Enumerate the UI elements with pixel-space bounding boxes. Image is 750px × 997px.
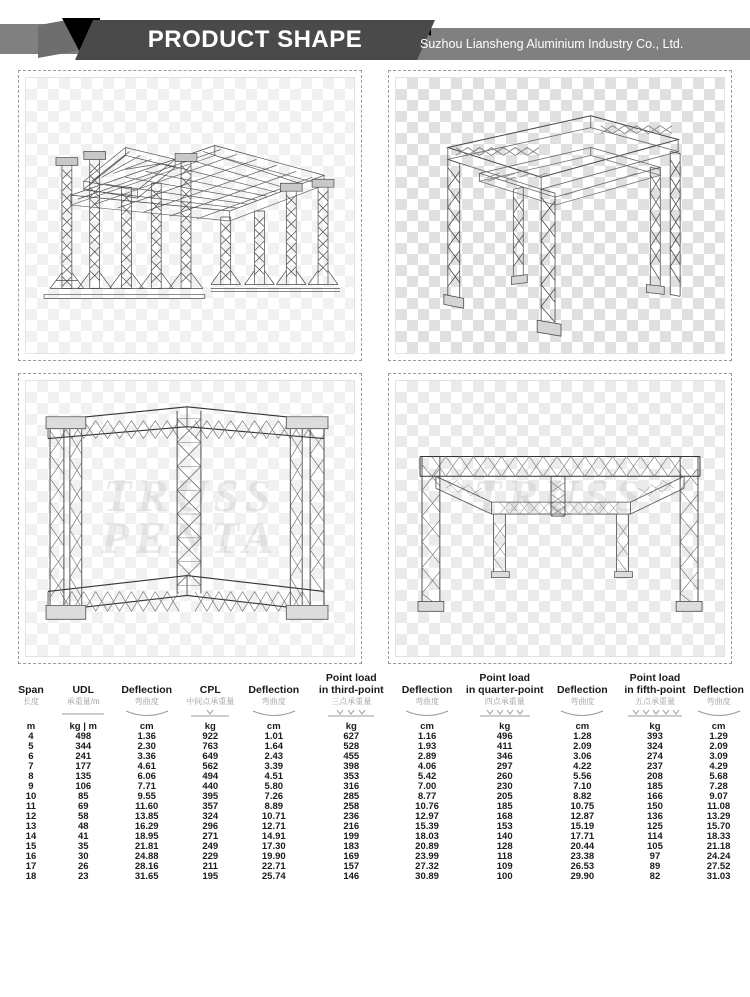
trade-show-booth-truss-image — [395, 380, 725, 657]
table-row — [6, 792, 744, 802]
table-cell: 8.89 — [264, 800, 284, 812]
table-row — [6, 782, 744, 792]
table-cell: 1.29 — [709, 731, 728, 743]
col-subheader-udl: 承重量/m — [66, 697, 100, 707]
table-row — [6, 802, 744, 812]
table-cell: 185 — [496, 800, 513, 812]
col-subheader-point-load-fifth: 五点承重量 — [634, 697, 675, 707]
table-cell: 136 — [647, 810, 663, 822]
table-cell: 5.68 — [709, 771, 728, 782]
table-cell: 15.19 — [570, 820, 595, 832]
table-cell: 153 — [496, 820, 513, 832]
page-header — [0, 0, 750, 70]
table-row — [6, 812, 744, 822]
col-unit-span: m — [26, 721, 36, 733]
table-cell: 13.29 — [706, 810, 731, 822]
table-cell: 168 — [496, 810, 513, 822]
table-cell: 7.00 — [417, 780, 437, 792]
deflection-curve-icon — [111, 707, 183, 721]
col-header-span: Span — [18, 684, 44, 697]
col-unit-deflection-4: cm — [575, 721, 590, 733]
col-unit-point-load-third: kg — [345, 721, 357, 733]
table-cell: 58 — [77, 810, 89, 822]
cpl-single-arrow-icon — [183, 707, 238, 721]
col-subheader-point-load-quarter: 四点承重量 — [484, 697, 525, 707]
table-row — [6, 732, 744, 742]
table-cell: 2.89 — [417, 751, 437, 763]
table-cell: 15.70 — [706, 820, 731, 832]
table-cell: 9.07 — [709, 790, 728, 802]
table-cell: 28.16 — [134, 860, 159, 872]
table-cell: 5 — [28, 741, 34, 753]
table-cell: 296 — [202, 820, 219, 832]
table-cell: 30.89 — [415, 870, 439, 882]
table-cell: 2.09 — [709, 741, 728, 753]
col-unit-deflection-1: cm — [139, 721, 154, 733]
table-body — [6, 732, 744, 882]
table-header-row-icons — [6, 707, 744, 721]
table-cell: 230 — [496, 780, 513, 792]
col-subheader-deflection-1: 弯曲度 — [134, 697, 159, 707]
table-cell: 12.71 — [261, 820, 286, 832]
table-cell: 26 — [77, 860, 89, 872]
table-cell: 146 — [343, 870, 360, 882]
table-cell: 398 — [343, 761, 360, 773]
table-cell: 16.29 — [134, 820, 159, 832]
table-row — [6, 822, 744, 832]
table-cell: 3.39 — [264, 761, 284, 773]
table-cell: 31.03 — [706, 870, 731, 882]
deflection-curve-icon — [393, 707, 462, 721]
table-cell: 236 — [343, 810, 360, 822]
table-header-row-cn — [6, 696, 744, 707]
table-cell: 627 — [343, 731, 360, 743]
table-cell: 24.88 — [134, 850, 159, 862]
table-cell: 21.18 — [706, 840, 731, 852]
table-cell: 4.22 — [573, 761, 592, 773]
product-panel-box-truss[interactable] — [388, 70, 732, 361]
col-unit-point-load-quarter: kg — [499, 721, 511, 733]
table-row — [6, 752, 744, 762]
table-cell: 11 — [25, 800, 36, 812]
table-cell: 241 — [75, 751, 92, 763]
table-cell: 6 — [28, 751, 34, 763]
table-cell: 23.99 — [415, 850, 439, 862]
table-cell: 10.75 — [570, 800, 595, 812]
table-cell: 16 — [25, 850, 37, 862]
table-cell: 1.36 — [137, 731, 156, 743]
col-subheader-deflection-3: 弯曲度 — [415, 697, 440, 707]
table-cell: 17 — [25, 860, 37, 872]
table-cell: 1.93 — [417, 741, 437, 753]
col-unit-deflection-2: cm — [266, 721, 281, 733]
col-unit-cpl: kg — [204, 721, 216, 733]
table-cell: 395 — [202, 790, 219, 802]
table-cell: 15 — [25, 840, 37, 852]
table-cell: 106 — [75, 780, 92, 792]
table-cell: 316 — [343, 780, 360, 792]
table-cell: 85 — [77, 790, 89, 802]
table-cell: 9 — [28, 780, 34, 792]
table-cell: 5.42 — [417, 771, 437, 782]
col-unit-udl: kg | m — [69, 721, 97, 733]
table-cell: 12 — [25, 810, 37, 822]
table-cell: 7.71 — [137, 780, 156, 792]
four-point-arrows-icon — [461, 707, 547, 721]
col-subheader-deflection-4: 弯曲度 — [570, 697, 595, 707]
table-cell: 211 — [202, 860, 218, 872]
table-cell: 128 — [496, 840, 513, 852]
table-cell: 11.08 — [706, 800, 731, 812]
company-name: Suzhou Liansheng Aluminium Industry Co., Ltd. — [420, 37, 684, 51]
table-cell: 14.91 — [261, 830, 286, 842]
table-cell: 562 — [202, 761, 219, 773]
table-cell: 324 — [647, 741, 663, 753]
col-header-deflection-5: Deflection — [693, 684, 744, 697]
col-header-udl: UDL — [72, 684, 95, 697]
table-cell: 26.53 — [570, 860, 595, 872]
table-cell: 258 — [343, 800, 360, 812]
table-cell: 3.09 — [709, 751, 728, 763]
table-cell: 4.51 — [264, 771, 284, 782]
table-cell: 763 — [202, 741, 219, 753]
table-cell: 118 — [497, 850, 513, 862]
table-cell: 2.09 — [573, 741, 592, 753]
table-cell: 18.03 — [415, 830, 439, 842]
product-panel-corner-truss[interactable] — [18, 373, 362, 664]
table-cell: 109 — [496, 860, 513, 872]
table-cell: 528 — [343, 741, 360, 753]
table-cell: 31.65 — [134, 870, 159, 882]
product-panel-roof-truss[interactable] — [18, 70, 362, 361]
table-cell: 6.06 — [137, 771, 156, 782]
table-cell: 27.52 — [706, 860, 731, 872]
udl-line-icon — [56, 707, 111, 721]
table-cell: 496 — [496, 731, 513, 743]
table-cell: 23.38 — [570, 850, 595, 862]
col-unit-deflection-3: cm — [420, 721, 434, 733]
table-cell: 229 — [202, 850, 219, 862]
table-cell: 249 — [202, 840, 219, 852]
col-subheader-deflection-5: 弯曲度 — [706, 697, 731, 707]
table-cell: 29.90 — [570, 870, 595, 882]
table-cell: 7.26 — [264, 790, 284, 802]
table-cell: 41 — [77, 830, 89, 842]
image-watermark: TRUSS PENTA — [100, 469, 280, 563]
table-cell: 4.61 — [137, 761, 156, 773]
product-image-grid — [0, 70, 750, 664]
load-capacity-table — [6, 672, 744, 882]
load-capacity-table-wrap — [0, 664, 750, 882]
table-cell: 1.64 — [264, 741, 284, 753]
table-cell: 17.30 — [261, 840, 286, 852]
table-row — [6, 742, 744, 752]
table-row — [6, 772, 744, 782]
table-cell: 89 — [649, 860, 661, 872]
col-unit-point-load-fifth: kg — [649, 721, 661, 733]
col-subheader-cpl: 中间点承重量 — [186, 697, 235, 707]
table-cell: 271 — [202, 830, 219, 842]
table-cell: 19.90 — [261, 850, 286, 862]
table-cell: 353 — [343, 771, 360, 782]
corner-l-truss-booth-image — [25, 380, 355, 657]
table-cell: 23 — [77, 870, 89, 882]
col-subheader-deflection-2: 弯曲度 — [261, 697, 286, 707]
table-cell: 7.28 — [709, 780, 728, 792]
table-row — [6, 872, 744, 882]
table-cell: 324 — [202, 810, 219, 822]
box-truss-booth-image — [395, 77, 725, 354]
table-cell: 4 — [28, 731, 34, 743]
table-cell: 10 — [25, 790, 37, 802]
table-cell: 346 — [496, 751, 513, 763]
col-header-cpl: CPL — [199, 684, 221, 697]
table-cell: 20.89 — [415, 840, 439, 852]
table-cell: 22.71 — [261, 860, 286, 872]
table-cell: 4.06 — [417, 761, 437, 773]
table-cell: 494 — [202, 771, 219, 782]
table-cell: 17.71 — [570, 830, 595, 842]
table-cell: 169 — [343, 850, 360, 862]
table-cell: 140 — [496, 830, 513, 842]
table-cell: 297 — [496, 761, 513, 773]
table-cell: 97 — [649, 850, 661, 862]
table-cell: 195 — [202, 870, 219, 882]
table-cell: 1.16 — [417, 731, 437, 743]
table-cell: 498 — [75, 731, 92, 743]
col-header-point-load-quarter: Point load in quarter-point — [465, 672, 544, 697]
table-cell: 14 — [25, 830, 37, 842]
col-header-point-load-fifth: Point load in fifth-point — [624, 672, 686, 697]
table-cell: 199 — [343, 830, 360, 842]
table-cell: 274 — [647, 751, 663, 763]
table-cell: 2.43 — [264, 751, 284, 763]
deflection-curve-icon — [238, 707, 310, 721]
table-cell: 82 — [649, 870, 661, 882]
table-header-row-units — [6, 721, 744, 732]
table-cell: 9.55 — [137, 790, 156, 802]
table-cell: 69 — [77, 800, 89, 812]
col-subheader-span: 长度 — [22, 697, 39, 707]
table-cell: 13 — [25, 820, 37, 832]
table-cell: 260 — [496, 771, 513, 782]
table-cell: 166 — [647, 790, 663, 802]
table-row — [6, 852, 744, 862]
table-cell: 12.87 — [570, 810, 595, 822]
table-cell: 30 — [77, 850, 89, 862]
table-cell: 4.29 — [709, 761, 728, 773]
roof-truss-canopy-image — [25, 77, 355, 354]
table-cell: 35 — [77, 840, 89, 852]
col-header-deflection-1: Deflection — [121, 684, 173, 697]
col-header-deflection-3: Deflection — [401, 684, 453, 697]
page-title: PRODUCT SHAPE — [147, 26, 363, 53]
deflection-curve-icon — [693, 707, 744, 721]
table-cell: 216 — [343, 820, 360, 832]
table-cell: 8.77 — [417, 790, 437, 802]
table-cell: 10.71 — [261, 810, 286, 822]
table-cell: 205 — [496, 790, 513, 802]
table-row — [6, 832, 744, 842]
table-cell: 11.60 — [135, 800, 159, 812]
table-cell: 25.74 — [261, 870, 286, 882]
table-cell: 18 — [25, 870, 37, 882]
table-cell: 150 — [647, 800, 663, 812]
table-cell: 922 — [202, 731, 219, 743]
table-cell: 27.32 — [415, 860, 439, 872]
table-cell: 48 — [77, 820, 89, 832]
col-header-point-load-third: Point load in third-point — [318, 672, 384, 697]
deflection-curve-icon — [548, 707, 617, 721]
table-cell: 15.39 — [415, 820, 439, 832]
table-cell: 18.33 — [706, 830, 731, 842]
table-cell: 157 — [343, 860, 360, 872]
col-header-deflection-4: Deflection — [556, 684, 608, 697]
table-row — [6, 862, 744, 872]
table-cell: 440 — [202, 780, 219, 792]
table-cell: 185 — [647, 780, 663, 792]
table-cell: 1.28 — [573, 731, 592, 743]
table-cell: 105 — [647, 840, 663, 852]
col-header-deflection-2: Deflection — [248, 684, 300, 697]
col-unit-deflection-5: cm — [711, 721, 726, 733]
table-cell: 237 — [647, 761, 663, 773]
table-cell: 411 — [497, 741, 513, 753]
table-cell: 177 — [75, 761, 92, 773]
table-cell: 20.44 — [570, 840, 595, 852]
table-cell: 649 — [202, 751, 219, 763]
table-cell: 21.81 — [134, 840, 159, 852]
table-row — [6, 842, 744, 852]
table-cell: 5.80 — [264, 780, 284, 792]
table-cell: 18.95 — [134, 830, 159, 842]
table-cell: 8.82 — [573, 790, 592, 802]
table-cell: 208 — [647, 771, 663, 782]
table-cell: 344 — [75, 741, 92, 753]
table-cell: 8 — [28, 771, 34, 782]
five-point-arrows-icon — [617, 707, 693, 721]
table-cell: 3.36 — [137, 751, 156, 763]
table-cell: 100 — [496, 870, 513, 882]
image-watermark: TRUSS — [473, 469, 647, 521]
col-icon-span — [6, 707, 56, 721]
col-subheader-point-load-third: 三点承重量 — [331, 697, 372, 707]
table-cell: 12.97 — [415, 810, 439, 822]
product-panel-booth-truss[interactable] — [388, 373, 732, 664]
table-cell: 3.06 — [573, 751, 592, 763]
table-cell: 455 — [343, 751, 360, 763]
table-cell: 114 — [647, 830, 663, 842]
table-cell: 285 — [343, 790, 360, 802]
table-row — [6, 762, 744, 772]
three-point-arrows-icon — [310, 707, 393, 721]
table-cell: 125 — [647, 820, 663, 832]
table-cell: 24.24 — [706, 850, 731, 862]
table-cell: 1.01 — [264, 731, 284, 743]
table-cell: 7 — [28, 761, 34, 773]
table-cell: 2.30 — [137, 741, 156, 753]
table-cell: 13.85 — [134, 810, 159, 822]
table-cell: 183 — [343, 840, 360, 852]
table-cell: 135 — [75, 771, 92, 782]
table-cell: 5.56 — [573, 771, 592, 782]
table-header-row-en — [6, 672, 744, 696]
table-cell: 357 — [202, 800, 219, 812]
table-cell: 10.76 — [415, 800, 439, 812]
table-cell: 393 — [647, 731, 663, 743]
table-cell: 7.10 — [573, 780, 592, 792]
